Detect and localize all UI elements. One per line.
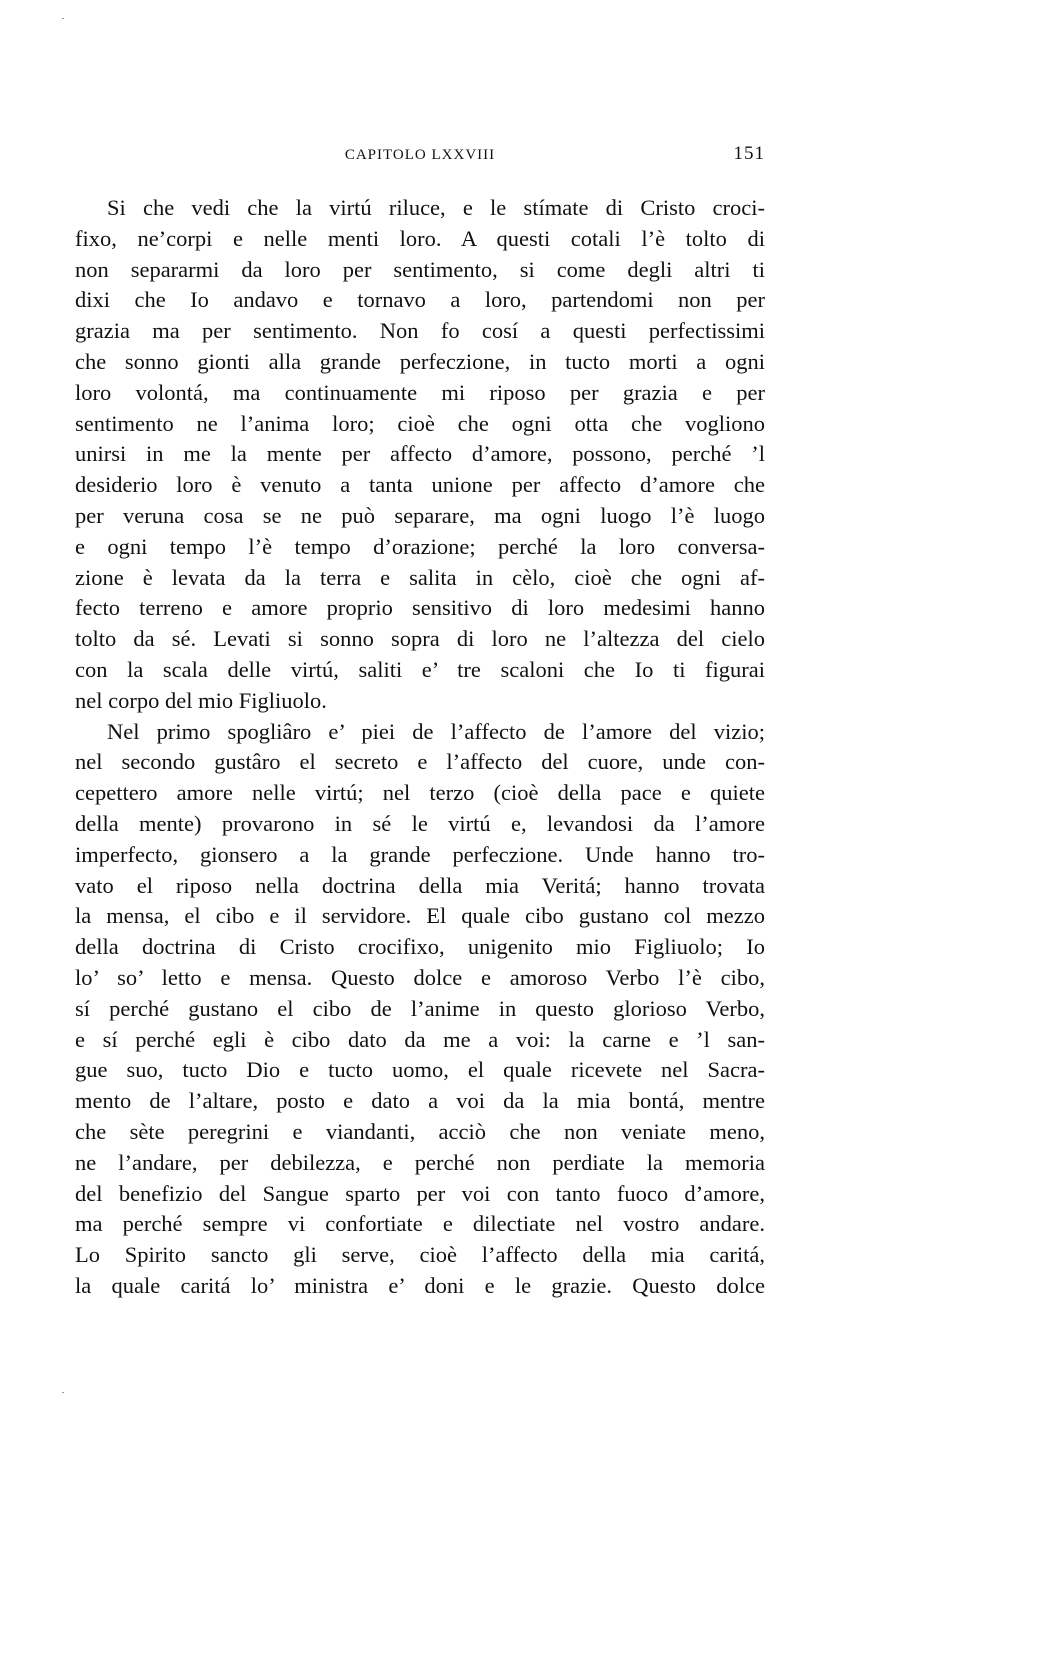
text-line: mento de l’altare, posto e dato a voi da la mia bontá, mentre — [75, 1088, 765, 1114]
text-line: sentimento ne l’anima loro; cioè che ogni otta che vogliono — [75, 410, 765, 436]
text-line: della doctrina di Cristo crocifixo, unigenito mio Figliuolo; Io — [75, 934, 765, 960]
text-line: Nel primo spogliâro e’ piei de l’affecto de l’amore del vizio; — [107, 718, 765, 744]
text-line: e ogni tempo l’è tempo d’orazione; perché la loro conversa- — [75, 533, 765, 559]
text-line: dixi che Io andavo e tornavo a loro, partendomi non per — [75, 287, 765, 313]
text-line: zione è levata da la terra e salita in cèlo, cioè che ogni af- — [75, 564, 765, 590]
text-line: nel secondo gustâro el secreto e l’affecto del cuore, unde con- — [75, 749, 765, 775]
text-line: unirsi in me la mente per affecto d’amore, possono, perché ’l — [75, 441, 765, 467]
text-line: nel corpo del mio Figliuolo. — [75, 687, 327, 713]
scan-mark — [62, 18, 64, 19]
text-line: sí perché gustano el cibo de l’anime in questo glorioso Verbo, — [75, 995, 765, 1021]
page-header — [75, 143, 765, 169]
text-line: non separarmi da loro per sentimento, si come degli altri ti — [75, 256, 765, 282]
text-line: del benefizio del Sangue sparto per voi con tanto fuoco d’amore, — [75, 1180, 765, 1206]
text-line: vato el riposo nella doctrina della mia Veritá; hanno trovata — [75, 872, 765, 898]
text-line: che sète peregrini e viandanti, acciò che non veniate meno, — [75, 1118, 765, 1144]
text-line: ma perché sempre vi confortiate e dilectiate nel vostro andare. — [75, 1211, 765, 1237]
text-line: grazia ma per sentimento. Non fo cosí a questi perfectissimi — [75, 318, 765, 344]
running-title: CAPITOLO LXXVIII — [344, 147, 496, 163]
text-line: con la scala delle virtú, saliti e’ tre scaloni che Io ti figurai — [75, 656, 765, 682]
text-line: la mensa, el cibo e il servidore. El quale cibo gustano col mezzo — [75, 903, 765, 929]
text-line: della mente) provarono in sé le virtú e, levandosi da l’amore — [75, 810, 765, 836]
text-line: gue suo, tucto Dio e tucto uomo, el quale ricevete nel Sacra- — [75, 1057, 765, 1083]
body-text — [75, 193, 765, 1302]
text-line: fixo, ne’corpi e nelle menti loro. A questi cotali l’è tolto di — [75, 225, 765, 251]
text-line: imperfecto, gionsero a la grande perfeczione. Unde hanno tro- — [75, 841, 765, 867]
text-line: Lo Spirito sancto gli serve, cioè l’affecto della mia caritá, — [75, 1242, 765, 1268]
text-line: Si che vedi che la virtú riluce, e le stímate di Cristo croci- — [107, 195, 765, 220]
text-line: per veruna cosa se ne può separare, ma ogni luogo l’è luogo — [75, 502, 765, 528]
text-line: fecto terreno e amore proprio sensitivo di loro medesimi hanno — [75, 595, 765, 621]
scan-mark — [62, 1392, 64, 1393]
text-line: e sí perché egli è cibo dato da me a voi: la carne e ’l san- — [75, 1026, 765, 1052]
text-line: desiderio loro è venuto a tanta unione per affecto d’amore che — [75, 472, 765, 498]
text-line: ne l’andare, per debilezza, e perché non perdiate la memoria — [75, 1149, 765, 1175]
text-line: lo’ so’ letto e mensa. Questo dolce e amoroso Verbo l’è cibo, — [75, 964, 765, 990]
text-line: cepettero amore nelle virtú; nel terzo (cioè della pace e quiete — [75, 780, 765, 806]
text-line: loro volontá, ma continuamente mi riposo per grazia e per — [75, 379, 765, 405]
text-line: tolto da sé. Levati si sonno sopra di loro ne l’altezza del cielo — [75, 626, 765, 652]
page-number: 151 — [733, 143, 765, 164]
text-line: la quale caritá lo’ ministra e’ doni e le grazie. Questo dolce — [75, 1272, 765, 1298]
text-line: che sonno gionti alla grande perfeczione, in tucto morti a ogni — [75, 348, 765, 374]
